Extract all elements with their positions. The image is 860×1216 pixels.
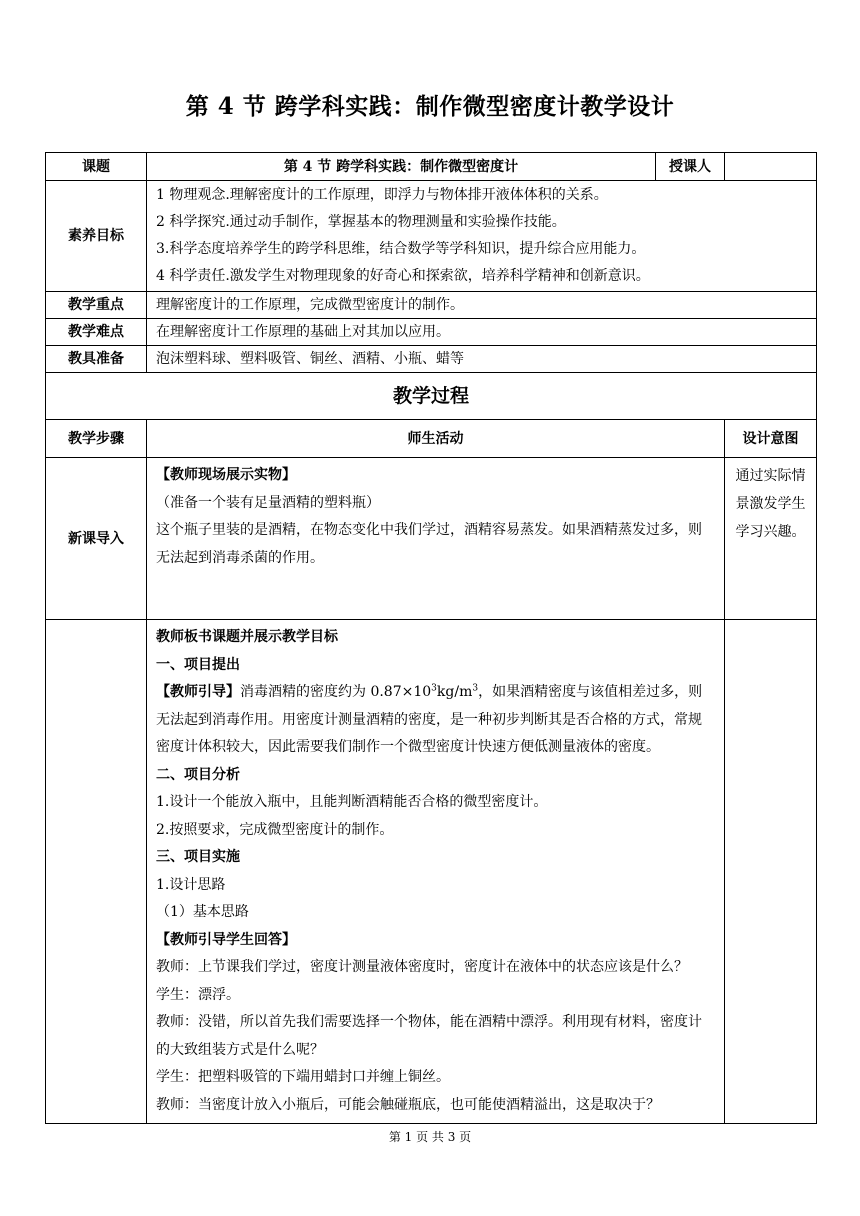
teacher-label: 授课人 xyxy=(656,153,725,181)
subject-value: 第 4 节 跨学科实践：制作微型密度计 xyxy=(147,153,656,181)
header-row xyxy=(46,153,817,181)
dialogue-line: 学生：漂浮。 xyxy=(156,986,240,1003)
goal-item: 2 科学探究.通过动手制作，掌握基本的物理测量和实验操作技能。 xyxy=(156,214,566,230)
difficulties-row xyxy=(46,319,817,346)
goals-row xyxy=(46,181,817,292)
materials-value: 泡沫塑料球、塑料吸管、铜丝、酒精、小瓶、蜡等 xyxy=(147,346,817,373)
process-heading: 教学过程 xyxy=(46,373,817,420)
goal-item: 3.科学态度培养学生的跨学科思维，结合数学等学科知识，提升综合应用能力。 xyxy=(156,241,646,257)
goal-item: 4 科学责任.激发学生对物理现象的好奇心和探索欲，培养科学精神和创新意识。 xyxy=(156,268,650,284)
document-title: 第 4 节 跨学科实践：制作微型密度计教学设计 xyxy=(185,93,675,120)
page-footer: 第 1 页 共 3 页 xyxy=(388,1130,472,1144)
col-activity: 师生活动 xyxy=(147,420,725,458)
key-points-value: 理解密度计的工作原理，完成微型密度计的制作。 xyxy=(147,292,817,319)
goals-list xyxy=(147,181,817,292)
goals-label: 素养目标 xyxy=(46,181,147,292)
materials-label: 教具准备 xyxy=(46,346,147,373)
col-intent: 设计意图 xyxy=(725,420,817,458)
section-line: 2.按照要求，完成微型密度计的制作。 xyxy=(156,821,394,838)
section-line: 1.设计思路 xyxy=(156,876,226,893)
paragraph-text: kg/m xyxy=(436,684,473,700)
main-label xyxy=(46,620,147,1124)
section-line: （1）基本思路 xyxy=(156,904,249,920)
process-heading-row xyxy=(46,373,817,420)
section-paragraph xyxy=(156,679,715,762)
lesson-plan-table xyxy=(45,152,817,1124)
teacher-guide-tag: 【教师引导学生回答】 xyxy=(156,931,296,948)
section-heading: 三、项目实施 xyxy=(156,849,240,865)
section-line: 1.设计一个能放入瓶中，且能判断酒精能否合格的微型密度计。 xyxy=(156,794,548,810)
key-points-row xyxy=(46,292,817,319)
intro-activity xyxy=(147,458,725,620)
main-activity xyxy=(147,620,725,1124)
intro-line: （准备一个装有足量酒精的塑料瓶） xyxy=(156,494,380,511)
difficulties-value: 在理解密度计工作原理的基础上对其加以应用。 xyxy=(147,319,817,346)
teacher-guide-tag: 【教师引导】 xyxy=(156,684,240,700)
dialogue-line: 教师：上节课我们学过，密度计测量液体密度时，密度计在液体中的状态应该是什么？ xyxy=(156,959,688,975)
exponent: 3 xyxy=(472,683,479,694)
teacher-value xyxy=(725,153,817,181)
intro-label: 新课导入 xyxy=(46,458,147,620)
dialogue-line: 教师：当密度计放入小瓶后，可能会触碰瓶底，也可能使酒精溢出，这是取决于？ xyxy=(156,1096,660,1113)
dialogue-line: 教师：没错，所以首先我们需要选择一个物体，能在酒精中漂浮。利用现有材料，密度计的大致组装方式是什么呢？ xyxy=(156,1014,702,1058)
dialogue-line: 学生：把塑料吸管的下端用蜡封口并缠上铜丝。 xyxy=(156,1069,450,1085)
key-points-label: 教学重点 xyxy=(46,292,147,319)
goal-item: 1 物理观念.理解密度计的工作原理，即浮力与物体排开液体体积的关系。 xyxy=(156,187,608,203)
main-heading: 教师板书课题并展示教学目标 xyxy=(156,629,338,645)
section-heading: 二、项目分析 xyxy=(156,766,240,783)
intro-tag: 【教师现场展示实物】 xyxy=(156,467,296,483)
main-row xyxy=(46,620,817,1124)
materials-row xyxy=(46,346,817,373)
intro-intent: 通过实际情景激发学生学习兴趣。 xyxy=(725,458,817,620)
main-intent xyxy=(725,620,817,1124)
paragraph-text: ，如果酒精密度与该值相差过多，则无法起到消毒作用。用密度计测量酒精的密度，是一种初步判断其是否合格的方式，常规密度计体积较大，因此需要我们制作一个微型密度计快速方便低测量液体的密度。 xyxy=(156,684,703,755)
process-columns-row xyxy=(46,420,817,458)
section-heading: 一、项目提出 xyxy=(156,656,240,673)
exponent: 3 xyxy=(431,683,437,694)
intro-row xyxy=(46,458,817,620)
paragraph-text: 消毒酒精的密度约为 0.87×10 xyxy=(240,684,432,700)
subject-label: 课题 xyxy=(46,153,147,181)
difficulties-label: 教学难点 xyxy=(46,319,147,346)
col-step: 教学步骤 xyxy=(46,420,147,458)
intro-line: 这个瓶子里装的是酒精，在物态变化中我们学过，酒精容易蒸发。如果酒精蒸发过多，则无法起到消毒杀菌的作用。 xyxy=(156,522,702,566)
